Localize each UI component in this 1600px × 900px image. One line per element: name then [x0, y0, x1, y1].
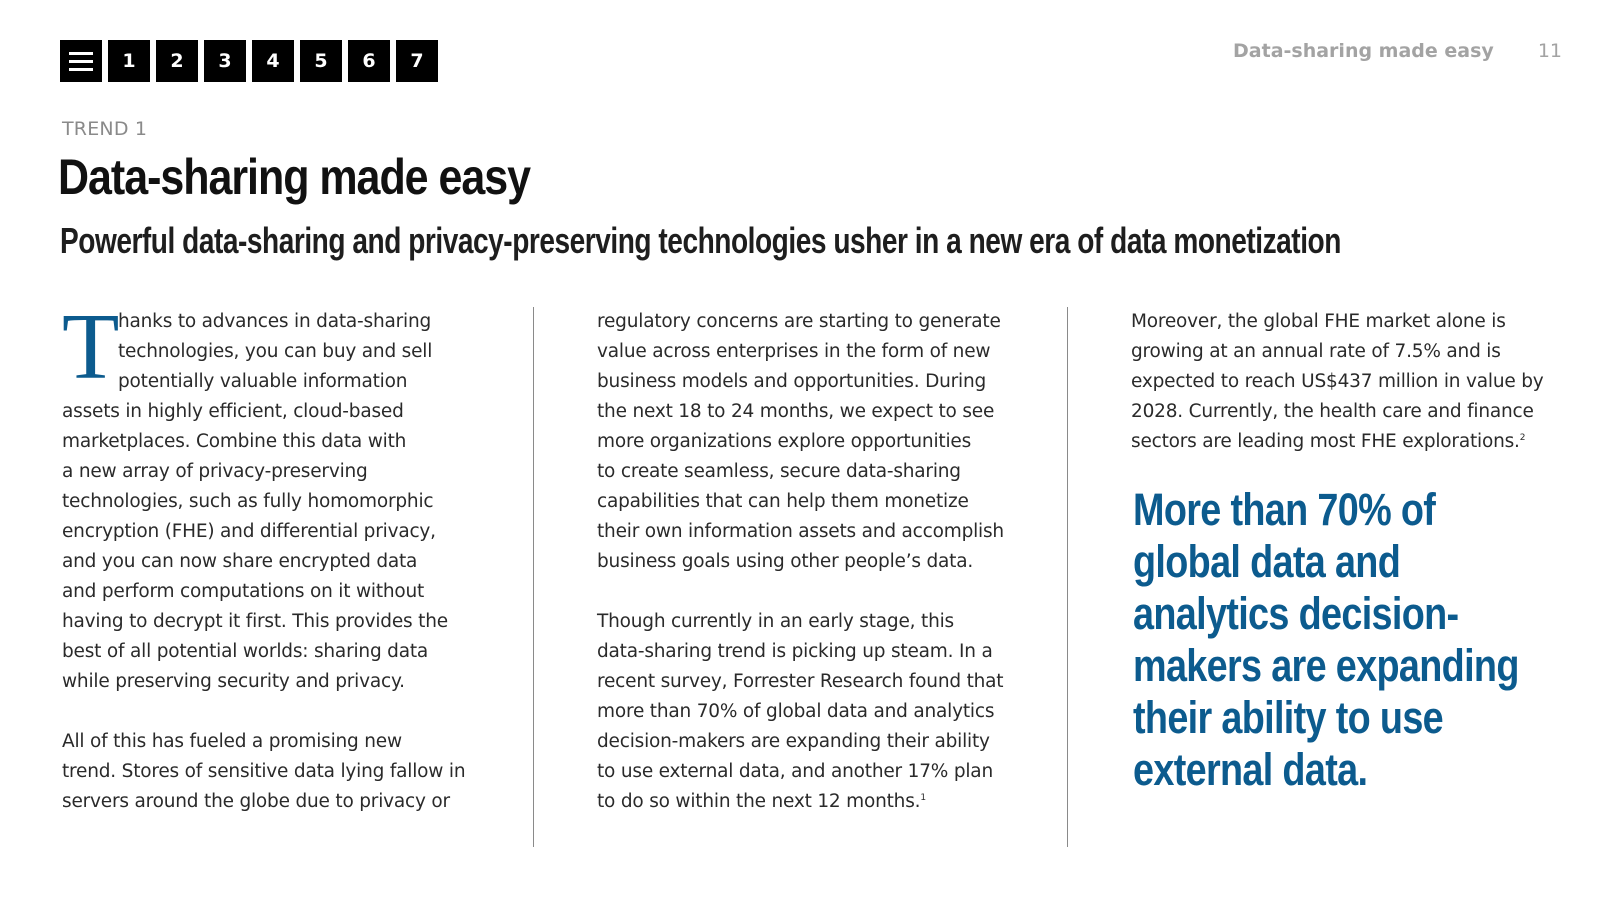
body-line: decision-makers are expanding their ability	[597, 731, 990, 752]
pull-quote-line: their ability to use	[1133, 692, 1444, 743]
body-line-with-footnote	[597, 787, 1004, 817]
body-line: technologies, you can buy and sell	[118, 341, 433, 362]
pull-quote-line: analytics decision-	[1133, 588, 1459, 639]
body-line: capabilities that can help them monetize	[597, 491, 969, 512]
body-line: potentially valuable information	[118, 371, 408, 392]
footnote-marker-2[interactable]: 2	[1519, 432, 1526, 443]
page-navigation	[60, 40, 438, 82]
body-line-text: to do so within the next 12 months.	[597, 791, 921, 812]
body-line: best of all potential worlds: sharing data	[62, 641, 429, 662]
footnote-marker-1[interactable]: 1	[920, 792, 926, 803]
column-3	[1131, 307, 1544, 457]
body-line: a new array of privacy-preserving	[62, 461, 368, 482]
body-line: to create seamless, secure data-sharing	[597, 461, 961, 482]
body-line: business models and opportunities. During	[597, 371, 987, 392]
body-line: Moreover, the global FHE market alone is	[1131, 311, 1506, 332]
body-line: more than 70% of global data and analytics	[597, 701, 995, 722]
nav-page-5-button[interactable]: 5	[300, 40, 342, 82]
nav-page-1-button[interactable]: 1	[108, 40, 150, 82]
body-line: their own information assets and accomplish	[597, 521, 1004, 542]
body-line: technologies, such as fully homomorphic	[62, 491, 434, 512]
pull-quote	[1133, 484, 1528, 796]
nav-page-2-button[interactable]: 2	[156, 40, 198, 82]
body-line: the next 18 to 24 months, we expect to see	[597, 401, 995, 422]
body-line: marketplaces. Combine this data with	[62, 431, 407, 452]
body-line: encryption (FHE) and differential privacy,	[62, 521, 436, 542]
body-line-with-footnote	[1131, 427, 1544, 457]
body-line: data-sharing trend is picking up steam. In a	[597, 641, 993, 662]
nav-page-4-button[interactable]: 4	[252, 40, 294, 82]
running-header-title: Data-sharing made easy	[1233, 40, 1494, 62]
pull-quote-line: More than 70% of	[1133, 484, 1436, 535]
body-line: servers around the globe due to privacy or	[62, 791, 450, 812]
body-line: assets in highly efficient, cloud-based	[62, 401, 404, 422]
nav-page-3-button[interactable]: 3	[204, 40, 246, 82]
body-line: while preserving security and privacy.	[62, 671, 405, 692]
body-line: having to decrypt it first. This provides the	[62, 611, 448, 632]
body-line: regulatory concerns are starting to generate	[597, 311, 1001, 332]
paragraph-gap	[597, 577, 1004, 607]
body-line-text: sectors are leading most FHE explorations.	[1131, 431, 1520, 452]
pull-quote-line: makers are expanding	[1133, 640, 1519, 691]
body-line: more organizations explore opportunities	[597, 431, 972, 452]
body-line: Though currently in an early stage, this	[597, 611, 954, 632]
hamburger-menu-icon	[69, 52, 93, 71]
page-number: 11	[1537, 40, 1562, 62]
body-line: and you can now share encrypted data	[62, 551, 418, 572]
column-1	[62, 295, 466, 817]
pull-quote-line: external data.	[1133, 744, 1368, 795]
drop-cap: T	[62, 295, 120, 399]
body-line: business goals using other people’s data.	[597, 551, 974, 572]
menu-button[interactable]	[60, 40, 102, 82]
pull-quote-line: global data and	[1133, 536, 1401, 587]
nav-page-7-button[interactable]: 7	[396, 40, 438, 82]
body-line: to use external data, and another 17% plan	[597, 761, 993, 782]
column-divider	[533, 307, 534, 847]
body-line: trend. Stores of sensitive data lying fallow in	[62, 761, 466, 782]
body-line: value across enterprises in the form of new	[597, 341, 991, 362]
paragraph-gap	[62, 697, 465, 727]
body-line: growing at an annual rate of 7.5% and is	[1131, 341, 1501, 362]
body-line: 2028. Currently, the health care and finance	[1131, 401, 1534, 422]
column-divider	[1067, 307, 1068, 847]
running-header	[1233, 40, 1562, 62]
nav-page-6-button[interactable]: 6	[348, 40, 390, 82]
body-line: recent survey, Forrester Research found that	[597, 671, 1004, 692]
body-line: and perform computations on it without	[62, 581, 425, 602]
body-line: expected to reach US$437 million in value by	[1131, 371, 1544, 392]
page-title: Data-sharing made easy	[58, 149, 531, 205]
column-2	[597, 307, 1004, 817]
body-line: hanks to advances in data-sharing	[118, 311, 432, 332]
body-line: All of this has fueled a promising new	[62, 731, 402, 752]
page-subtitle: Powerful data-sharing and privacy-preserving technologies usher in a new era of data monetization	[60, 220, 1341, 261]
trend-label: TREND 1	[62, 118, 148, 140]
